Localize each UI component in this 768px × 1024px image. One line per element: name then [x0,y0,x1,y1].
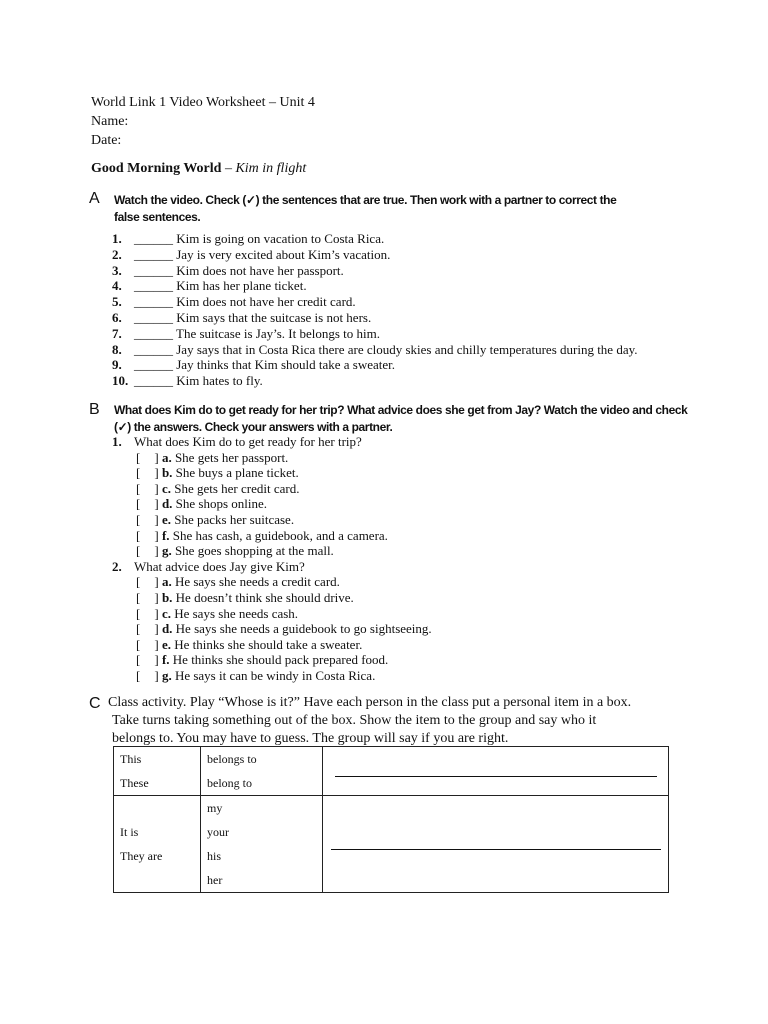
question [112,434,432,450]
item-text: Kim says that the suitcase is not hers. [176,309,372,325]
option-item[interactable] [112,637,432,653]
episode-title [91,161,306,177]
item-number: 4. [112,278,122,294]
option-item[interactable] [112,450,432,466]
item-number: 1. [112,231,122,246]
list-item[interactable] [112,310,638,326]
name-label: Name: [91,114,129,129]
option-text: He doesn’t think she should drive. [175,589,354,605]
section-c-instructions [108,694,712,748]
option-text: He says she needs a credit card. [174,574,340,590]
option-letter: d. [161,496,173,512]
item-text: Jay is very excited about Kim’s vacation. [176,246,391,262]
checkbox-bracket-close[interactable]: ] [154,465,159,481]
answer-blank[interactable]: ______ [134,294,173,310]
list-item[interactable] [112,294,638,310]
item-text: Kim hates to fly. [176,373,263,389]
option-text: She gets her credit card. [174,480,300,496]
checkbox-bracket-open[interactable]: [ [136,636,141,652]
checkbox-bracket-open[interactable]: [ [136,589,141,605]
checkbox-bracket-open[interactable]: [ [136,667,141,683]
table-cell-possessive [201,796,323,893]
answer-blank[interactable]: ______ [134,262,173,278]
item-text: Kim does not have her passport. [176,262,344,278]
checkbox-bracket-open[interactable]: [ [136,449,141,465]
checkbox-bracket-open[interactable]: [ [136,511,141,527]
item-text: Kim does not have her credit card. [176,294,356,310]
item-number: 2. [112,246,122,262]
list-item[interactable] [112,278,638,294]
checkbox-bracket-close[interactable]: ] [154,605,159,621]
checkbox-bracket-close[interactable]: ] [154,636,159,652]
option-text: He says it can be windy in Costa Rica. [174,667,376,683]
option-letter: f. [161,527,170,543]
checkbox-bracket-open[interactable]: [ [136,605,141,621]
table-word: my [207,801,223,815]
option-text: She has cash, a guidebook, and a camera. [172,527,388,543]
option-item[interactable] [112,465,432,481]
question-text: What does Kim do to get ready for her trip? [134,434,362,449]
list-item[interactable] [112,357,638,373]
option-item[interactable] [112,496,432,512]
option-letter: a. [161,574,172,590]
answer-line [331,849,661,850]
table-word: belongs to [207,752,257,766]
item-text: Kim is going on vacation to Costa Rica. [176,231,385,246]
section-c-letter: C [89,695,101,712]
option-letter: e. [161,511,171,527]
item-number: 7. [112,325,122,341]
question [112,559,432,575]
item-text: Kim has her plane ticket. [176,278,307,294]
section-b-instructions: What does Kim do to get ready for her trip? What advice does she get from Jay? Watch the video and check (✓) the answers. Check your answers with a partner. [114,403,688,434]
option-item[interactable] [112,481,432,497]
table-row [114,796,669,893]
checkbox-bracket-close[interactable]: ] [154,667,159,683]
section-b-letter: B [89,401,100,418]
episode-title-italic: Kim in flight [235,161,307,176]
list-item[interactable] [112,247,638,263]
answer-blank[interactable]: ______ [134,309,173,325]
option-text: She goes shopping at the mall. [174,543,334,559]
worksheet-title: World Link 1 Video Worksheet – Unit 4 [91,95,315,110]
item-text: Jay thinks that Kim should take a sweater. [176,357,396,373]
section-c-line2: Take turns taking something out of the box. Show the item to the group and say who it [112,713,597,728]
checkbox-bracket-close[interactable]: ] [154,589,159,605]
option-letter: b. [161,465,173,481]
checkbox-bracket-open[interactable]: [ [136,527,141,543]
table-word: her [207,873,223,887]
table-cell-verb [201,747,323,796]
checkbox-bracket-close[interactable]: ] [154,527,159,543]
checkbox-bracket-open[interactable]: [ [136,496,141,512]
question-text: What advice does Jay give Kim? [134,558,305,574]
option-letter: c. [161,605,171,621]
answer-blank[interactable]: ______ [134,325,173,341]
episode-title-bold: Good Morning World [91,161,222,176]
section-c-line3: belongs to. You may have to guess. The group will say if you are right. [112,731,509,746]
question-number: 2. [112,558,122,574]
table-word: They are [120,849,163,863]
option-letter: g. [161,667,172,683]
checkbox-bracket-open[interactable]: [ [136,543,141,559]
option-text: He says she needs a guidebook to go sightseeing. [175,621,432,637]
option-letter: d. [161,621,173,637]
option-text: She buys a plane ticket. [175,465,299,481]
option-letter: e. [161,636,171,652]
option-text: He thinks she should pack prepared food. [172,652,389,668]
checkbox-bracket-open[interactable]: [ [136,621,141,637]
table-cell-answer[interactable] [323,796,669,893]
option-letter: f. [161,652,170,668]
item-number: 6. [112,309,122,325]
option-letter: a. [161,449,172,465]
option-item[interactable] [112,590,432,606]
table-cell-subject [114,747,201,796]
section-c-line1: Class activity. Play “Whose is it?” Have each person in the class put a personal item in a box. [108,695,632,710]
item-number: 8. [112,341,122,357]
section-a-instructions: Watch the video. Check (✓) the sentences that are true. Then work with a partner to correct the false sentences. [114,193,617,224]
list-item[interactable] [112,263,638,279]
table-word: your [207,825,229,839]
item-text: Jay says that in Costa Rica there are cloudy skies and chilly temperatures during the day. [176,341,638,357]
section-b-list [112,434,432,684]
table-cell-answer[interactable] [323,747,669,796]
option-item[interactable] [112,574,432,590]
table-row [114,747,669,796]
option-item[interactable] [112,512,432,528]
checkbox-bracket-open[interactable]: [ [136,574,141,590]
checkbox-bracket-close[interactable]: ] [154,652,159,668]
checkbox-bracket-open[interactable]: [ [136,465,141,481]
option-item[interactable] [112,668,432,684]
item-number: 10. [112,373,129,389]
option-letter: g. [161,543,172,559]
checkbox-bracket-close[interactable]: ] [154,621,159,637]
answer-line [335,776,657,777]
option-text: She gets her passport. [174,449,289,465]
item-number: 3. [112,262,122,278]
option-item[interactable] [112,528,432,544]
worksheet-header [91,93,315,150]
sentence-builder-table [113,746,669,893]
option-text: She shops online. [175,496,268,512]
checkbox-bracket-open[interactable]: [ [136,480,141,496]
answer-blank[interactable]: ______ [134,278,173,294]
table-word: These [120,776,149,790]
question-number: 1. [112,434,122,449]
table-word: It is [120,825,139,839]
item-number: 5. [112,294,122,310]
list-item[interactable] [112,373,638,389]
checkbox-bracket-close[interactable]: ] [154,480,159,496]
checkbox-bracket-close[interactable]: ] [154,496,159,512]
answer-blank[interactable]: ______ [134,341,173,357]
answer-blank[interactable]: ______ [134,231,173,246]
answer-blank[interactable]: ______ [134,357,173,373]
checkbox-bracket-close[interactable]: ] [154,543,159,559]
option-text: She packs her suitcase. [174,511,295,527]
item-text: The suitcase is Jay’s. It belongs to him. [176,325,381,341]
checkbox-bracket-open[interactable]: [ [136,652,141,668]
answer-blank[interactable]: ______ [134,373,173,389]
option-item[interactable] [112,606,432,622]
answer-blank[interactable]: ______ [134,246,173,262]
table-word: his [207,849,222,863]
section-a-list [112,231,638,389]
option-item[interactable] [112,621,432,637]
section-a-letter: A [89,190,100,207]
checkbox-bracket-close[interactable]: ] [154,574,159,590]
option-text: He says she needs cash. [174,605,299,621]
table-cell-subject [114,796,201,893]
table-word: belong to [207,776,252,790]
checkbox-bracket-close[interactable]: ] [154,449,159,465]
date-label: Date: [91,133,122,148]
option-item[interactable] [112,543,432,559]
option-letter: b. [161,589,173,605]
option-item[interactable] [112,652,432,668]
list-item[interactable] [112,326,638,342]
table-word: This [120,752,142,766]
option-text: He thinks she should take a sweater. [174,636,363,652]
checkbox-bracket-close[interactable]: ] [154,511,159,527]
episode-title-dash: – [221,161,236,176]
list-item[interactable] [112,231,638,247]
list-item[interactable] [112,342,638,358]
option-letter: c. [161,480,171,496]
item-number: 9. [112,357,122,373]
